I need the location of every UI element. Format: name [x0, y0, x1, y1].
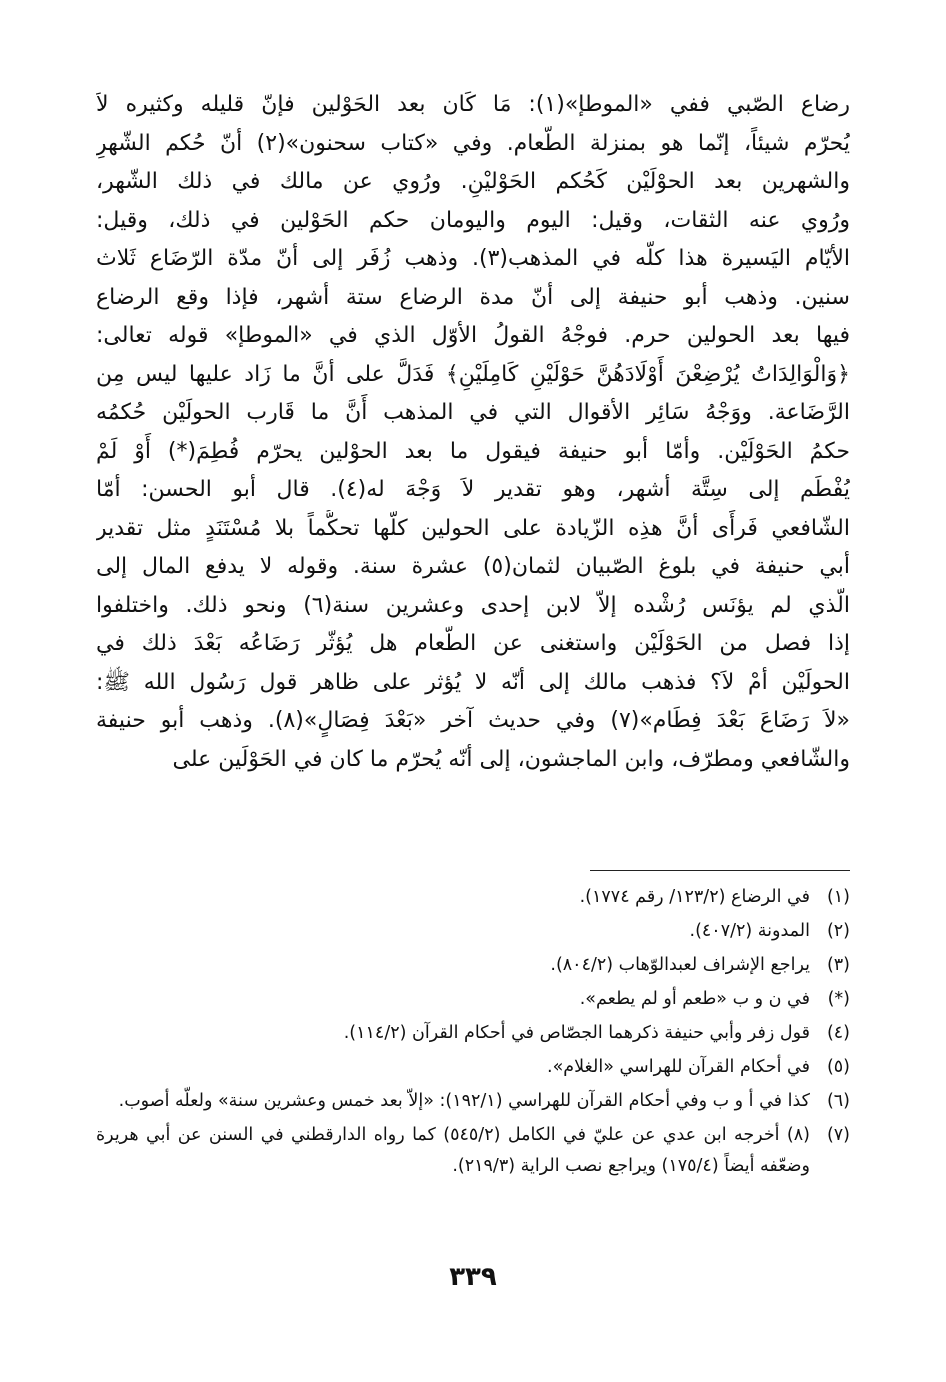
text-line: يُحرّم شيئاً، إنّما هو بمنزلة الطّعام. وفي «كتاب سحنون»(٢) أنّ حُكم الشّهرِ	[96, 130, 850, 156]
text-line: الرَّضَاعة. ووَجْهُ سَائِر الأقوال التي في المذهب أَنَّ ما قَارب الحولَيْن حُكمُه	[96, 400, 850, 425]
footnote-number: (٢)	[826, 921, 850, 941]
text-line: فيها بعد الحولين حرم. فوجْهُ القولُ الأوّل الذي في «الموطإ» قوله تعالى:	[96, 323, 850, 348]
text-line: والشهرين بعد الحوْلَيْن كَحُكم الحَوْليْنِ. ورُوي عن مالك في ذلك الشّهر،	[96, 169, 850, 194]
footnote-separator	[590, 870, 850, 871]
text-line: الحولَيْن أمْ لاَ؟ فذهب مالك إلى أنّه لا يُؤثر على ظاهر قول رَسُول الله ﷺ:	[96, 669, 850, 695]
hadith-line: «لاَ رَضَاعَ بَعْدَ فِطَام»(٧) وفي حديث آخر «بَعْدَ فِصَالٍ»(٨). وذهب أبو حنيفة	[96, 708, 850, 733]
text-line: يُفْطَم إلى سِتَّة أشهر، وهو تقدير لاَ وَجْهَ له(٤). قال أبو الحسن: أمّا	[96, 477, 850, 502]
footnote-number: (٣)	[826, 955, 850, 975]
text-line: سنين. وذهب أبو حنيفة إلى أنّ مدة الرضاع ستة أشهر، فإذا وقع الرضاع	[96, 284, 850, 310]
footnote	[96, 1086, 850, 1117]
footnote-text: يراجع الإشراف لعبدالوّهاب (٨٠٤/٢).	[550, 955, 810, 975]
footnote	[96, 882, 850, 913]
footnote-text: في أحكام القرآن للهراسي «الغلام».	[547, 1057, 810, 1077]
footnote	[96, 1018, 850, 1049]
text-line: حكمُ الحَوْلَيْن. وأمّا أبو حنيفة فيقول ما بعد الحوْلين يحرّم فُطِمَ(*) أَوْ لَمْ	[96, 438, 850, 464]
footnote	[96, 950, 850, 981]
text-line: الشّافعي فَرأَى أنَّ هذِه الزّيادة على الحولين كلّها تحكُّماً بلا مُسْتَنَدٍ مثل تقدير	[96, 515, 850, 541]
footnote-text: كذا في أ و ب وفي أحكام القرآن للهراسي (١٩٢/١): «إلاّ بعد خمس وعشرين سنة» ولعلّه أصوب.	[118, 1091, 810, 1111]
footnote-number: (٤)	[826, 1023, 850, 1043]
footnote	[96, 1052, 850, 1083]
footnote-number: (*)	[827, 989, 850, 1009]
footnote	[96, 916, 850, 947]
footnote-number: (١)	[826, 887, 850, 907]
text-line: أبي حنيفة في بلوغ الصّبيان لثمان(٥) عشرة سنة. وقوله لا يدفع المال إلى	[96, 554, 850, 579]
footnote-text: (٨) أخرجه ابن عدي عن عليّ في الكامل (٥٤٥/٢) كما رواه الدارقطني في السنن عن أبي هريرة وضعّفه أيضاً (١٧٥/٤) ويراجع نصب الراية (٢١٩/٣).	[96, 1125, 810, 1176]
page-number: ٣٣٩	[449, 1262, 497, 1292]
footnote-number: (٥)	[826, 1057, 850, 1077]
text-line: إذا فصل من الحَوْلَيْن واستغنى عن الطّعام هل يُؤثّر رَضَاعُه بَعْدَ ذلك في	[96, 631, 850, 656]
footnote-text: قول زفر وأبي حنيفة ذكرهما الجصّاص في أحكام القرآن (١١٤/٢).	[343, 1023, 810, 1043]
text-line: الّذي لم يؤنَس رُشْده إلاّ لابن إحدى وعشرين سنة(٦) ونحو ذلك. واختلفوا	[96, 592, 850, 618]
quran-verse-line: ﴿وَالْوَالِدَاتُ يُرْضِعْنَ أَوْلَادَهُنَّ حَوْلَيْنِ كَامِلَيْنِ﴾ فَدَلَّ على أنَّ ما زَاد عليها ليس مِن	[96, 361, 850, 387]
footnote-number: (٦)	[826, 1091, 850, 1111]
footnote-text: في الرضاع (١٢٣/٢/ رقم ١٧٧٤).	[579, 887, 810, 907]
footnotes	[96, 882, 850, 1185]
footnote-number: (٧)	[826, 1125, 850, 1145]
footnote	[96, 1120, 850, 1182]
text-line: والشّافعي ومطرّف، وابن الماجشون، إلى أنّه يُحرّم ما كان في الحَوْلَين على	[172, 746, 850, 772]
text-line: رضاع الصّبي ففي «الموطإ»(١): مَا كَان بعد الحَوْلين فإنّ قليله وكثيره لاَ	[96, 92, 850, 117]
main-text	[96, 86, 850, 779]
footnote-text: في ن و ب «طعم أو لم يطعم».	[579, 989, 810, 1009]
text-line: الأيّام اليَسيرة هذا كلّه في المذهب(٣). وذهب زُفَر إلى أنّ مدّة الرّضَاع ثَلاث	[96, 246, 850, 271]
footnote-text: المدونة (٤٠٧/٢).	[689, 921, 810, 941]
text-line: ورُوي عنه الثقات، وقيل: اليوم واليومان حكم الحَوْلين في ذلك، وقيل:	[96, 207, 850, 233]
footnote	[96, 984, 850, 1015]
